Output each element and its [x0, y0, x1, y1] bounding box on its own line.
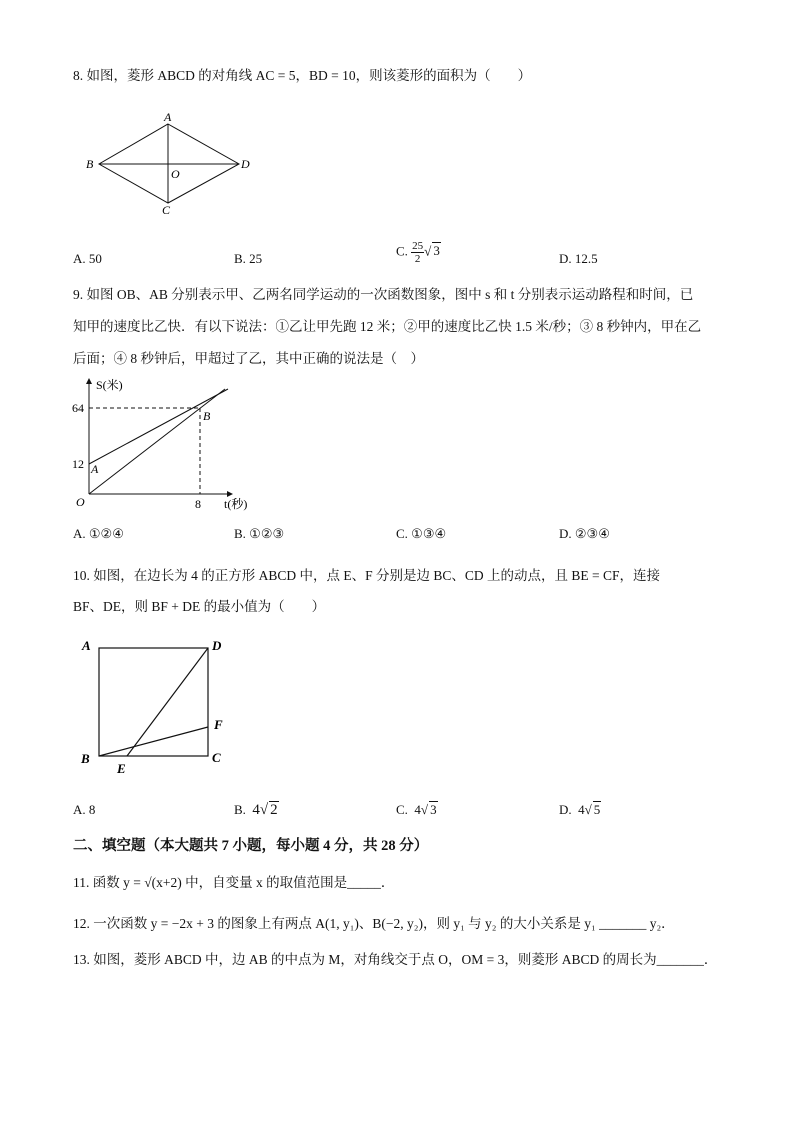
- point-b-label: B: [203, 409, 211, 423]
- q8-option-c[interactable]: [396, 240, 441, 265]
- q13-text: 13. 如图，菱形 ABCD 中，边 AB 的中点为 M，对角线交于点 O，OM = 3，则菱形 ABCD 的周长为_______．: [73, 952, 718, 967]
- segment-de: [127, 648, 208, 756]
- q9-graph: [70, 377, 280, 517]
- q10-option-b-coef: 4: [252, 802, 260, 818]
- square-outline: [99, 648, 208, 756]
- q8-option-a[interactable]: A. 50: [73, 251, 102, 266]
- q8-option-c-denominator: 2: [414, 253, 421, 265]
- q9-stem-line3: 后面；④ 8 秒钟后，甲超过了乙，其中正确的说法是（ ）: [73, 351, 424, 366]
- label-o: O: [171, 167, 180, 181]
- y-axis-label: S(米): [96, 378, 123, 392]
- q10-option-c-radical: √: [420, 802, 429, 817]
- q8-rhombus-figure: [80, 110, 260, 220]
- q9-option-c[interactable]: C. ①③④: [396, 526, 447, 541]
- q9-option-d[interactable]: D. ②③④: [559, 526, 610, 541]
- q8-option-b[interactable]: B. 25: [234, 251, 263, 266]
- label-a: A: [164, 110, 172, 124]
- q12-text: 12. 一次函数 y = −2x + 3 的图象上有两点 A(1, y₁)、B(−2, y₂)，则 y₁ 与 y₂ 的大小关系是 y₁ _______ y₂．: [73, 916, 675, 931]
- q8-option-c-radical: √: [424, 243, 432, 259]
- q10-option-b-radical: √: [259, 802, 269, 818]
- q10-stem-line1: 10. 如图，在边长为 4 的正方形 ABCD 中，点 E、F 分别是边 BC、CD 上的动点，且 BE = CF，连接: [73, 568, 661, 583]
- q10-option-a[interactable]: A. 8: [73, 802, 96, 817]
- q8-option-c-numerator: 25: [412, 240, 424, 252]
- q10-option-b-radicand: 2: [270, 802, 278, 818]
- q10-option-c-prefix: C.: [396, 802, 408, 817]
- label-b: B: [81, 751, 90, 766]
- q8-option-d[interactable]: D. 12.5: [559, 251, 598, 266]
- q10-option-c[interactable]: [396, 800, 438, 820]
- q11-text: 11. 函数 y = √(x+2) 中，自变量 x 的取值范围是_____．: [73, 875, 395, 890]
- label-b: B: [86, 157, 94, 171]
- q9-option-a[interactable]: A. ①②④: [73, 526, 124, 541]
- label-a: A: [82, 638, 91, 653]
- q10-option-d-radicand: 5: [593, 802, 601, 817]
- label-c: C: [212, 750, 221, 765]
- q10-option-d[interactable]: [559, 800, 601, 820]
- q8-stem: 8. 如图，菱形 ABCD 的对角线 AC = 5，BD = 10，则该菱形的面积为（ ）: [73, 68, 532, 83]
- q8-option-c-prefix: C.: [396, 243, 408, 259]
- q9-option-b[interactable]: B. ①②③: [234, 526, 285, 541]
- origin-label: O: [76, 495, 85, 509]
- q9-stem-line2: 知甲的速度比乙快．有以下说法：①乙让甲先跑 12 米；②甲的速度比乙快 1.5 米/秒；③ 8 秒钟内，甲在乙: [73, 319, 702, 334]
- q10-option-d-coef: 4: [578, 802, 585, 817]
- line-ab: [89, 389, 228, 464]
- q9-stem-line1: 9. 如图 OB、AB 分别表示甲、乙两名同学运动的一次函数图象，图中 s 和 t 分别表示运动路程和时间，已: [73, 287, 694, 302]
- q10-option-c-radicand: 3: [430, 802, 437, 817]
- q10-option-d-radical: √: [584, 802, 592, 817]
- section2-title: 二、填空题（本大题共 7 小题，每小题 4 分，共 28 分）: [73, 838, 429, 854]
- q10-option-c-coef: 4: [414, 802, 421, 817]
- label-c: C: [162, 203, 171, 217]
- segment-bf: [99, 727, 208, 756]
- q10-stem-line2: BF、DE，则 BF + DE 的最小值为（ ）: [73, 599, 326, 614]
- q10-square-figure: [76, 633, 246, 783]
- y-tick-12: 12: [72, 457, 84, 471]
- q10-option-b[interactable]: [234, 800, 279, 820]
- label-f: F: [214, 717, 223, 732]
- q8-option-c-radicand: 3: [433, 243, 440, 259]
- q10-option-d-prefix: D.: [559, 802, 572, 817]
- x-tick-8: 8: [195, 497, 201, 511]
- y-tick-64: 64: [72, 401, 84, 415]
- line-ob: [89, 389, 225, 494]
- q10-option-b-prefix: B.: [234, 802, 246, 817]
- point-a-label: A: [91, 462, 99, 476]
- q8-option-c-fraction: [411, 240, 424, 265]
- label-d: D: [212, 638, 222, 653]
- x-axis-label: t(秒): [224, 497, 248, 511]
- label-d: D: [241, 157, 250, 171]
- label-e: E: [117, 761, 126, 776]
